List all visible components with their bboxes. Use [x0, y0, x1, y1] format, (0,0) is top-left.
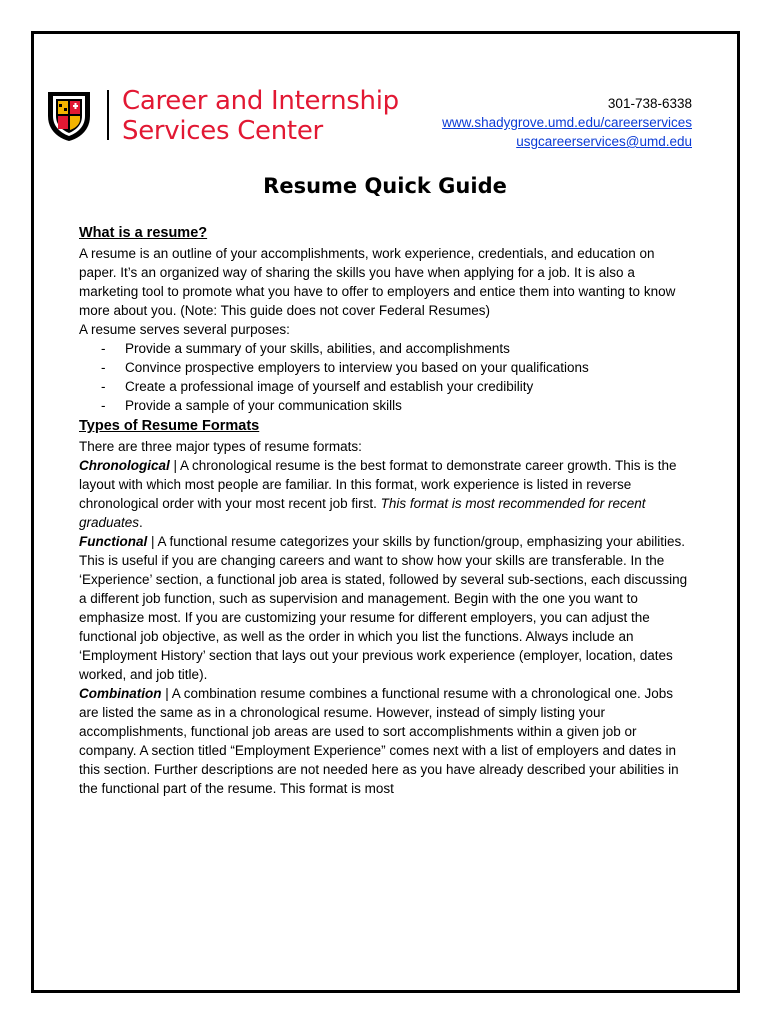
contact-info	[442, 94, 692, 151]
format-separator: |	[147, 534, 158, 549]
list-item-text: Create a professional image of yourself and establish your credibility	[125, 379, 534, 394]
website-link[interactable]: www.shadygrove.umd.edu/careerservices	[442, 115, 692, 130]
document-body	[79, 222, 691, 798]
format-emphasis: This format is most recommended for recent graduates	[79, 496, 646, 530]
dash-bullet: -	[101, 398, 106, 413]
format-end: .	[139, 515, 143, 530]
list-item-text: Provide a summary of your skills, abilities, and accomplishments	[125, 341, 510, 356]
header	[46, 86, 692, 149]
formats-intro: There are three major types of resume formats:	[79, 439, 362, 454]
list-item	[101, 358, 691, 377]
logo-divider	[107, 90, 109, 140]
format-functional	[79, 532, 691, 684]
dash-bullet: -	[101, 379, 106, 394]
format-name: Chronological	[79, 458, 170, 473]
page-title: Resume Quick Guide	[263, 174, 507, 198]
format-chronological	[79, 456, 691, 532]
format-name: Functional	[79, 534, 148, 549]
format-separator: |	[161, 686, 172, 701]
dash-bullet: -	[101, 360, 106, 375]
phone-number: 301-738-6338	[607, 96, 692, 111]
format-name: Combination	[79, 686, 162, 701]
brand-line-2: Services Center	[122, 116, 323, 146]
paragraph-resume-definition: A resume is an outline of your accomplishments, work experience, credentials, and education on paper. It’s an organized way of sharing the skills you have when applying for a job. It is also a marketing tool to promote what you have to offer to employers and entice them into wanting to know more about you. (Note: This guide does not cover Federal Resumes)	[79, 246, 676, 318]
format-combination	[79, 684, 691, 798]
brand-line-1: Career and Internship	[122, 86, 399, 116]
purposes-list	[79, 339, 691, 415]
list-item-text: Provide a sample of your communication skills	[125, 398, 402, 413]
format-separator: |	[169, 458, 181, 473]
university-shield-logo	[46, 90, 92, 142]
brand-name	[122, 86, 399, 146]
list-item	[101, 396, 691, 415]
list-item	[101, 339, 691, 358]
dash-bullet: -	[101, 341, 106, 356]
section-heading-what-is-resume: What is a resume?	[79, 225, 208, 241]
list-item	[101, 377, 691, 396]
purposes-intro: A resume serves several purposes:	[79, 322, 290, 337]
format-description: A combination resume combines a functional resume with a chronological one. Jobs are listed the same as in a chronological resume. However, instead of simply listing your accomplishments, functional job areas are used to sort accomplishments within a given job or company. A section titled “Employment Experience” comes next with a list of employers and dates in this section. Further descriptions are not needed here as you have already described your abilities in the functional part of the resume. This format is most	[79, 686, 679, 796]
email-link[interactable]: usgcareerservices@umd.edu	[516, 134, 692, 149]
section-heading-resume-formats: Types of Resume Formats	[79, 418, 260, 434]
format-description: A functional resume categorizes your skills by function/group, emphasizing your abilities. This is useful if you are changing careers and want to show how your skills are transferable. In the ‘Experience’ section, a functional job area is stated, followed by several sub-sections, each discussing a different job function, such as supervision and management. Begin with the one you want to emphasize most. If you are customizing your resume for different employers, you can adjust the functional job objective, as well as the order in which you list the functions. Always include an ‘Employment History’ section that lays out your previous work experience (employer, location, dates worked, and job title).	[79, 534, 688, 682]
list-item-text: Convince prospective employers to interview you based on your qualifications	[125, 360, 589, 375]
format-description: A chronological resume is the best format to demonstrate career growth. This is the layout with which most people are familiar. In this format, work experience is listed in reverse chronological order with your most recent job first.	[79, 458, 677, 511]
